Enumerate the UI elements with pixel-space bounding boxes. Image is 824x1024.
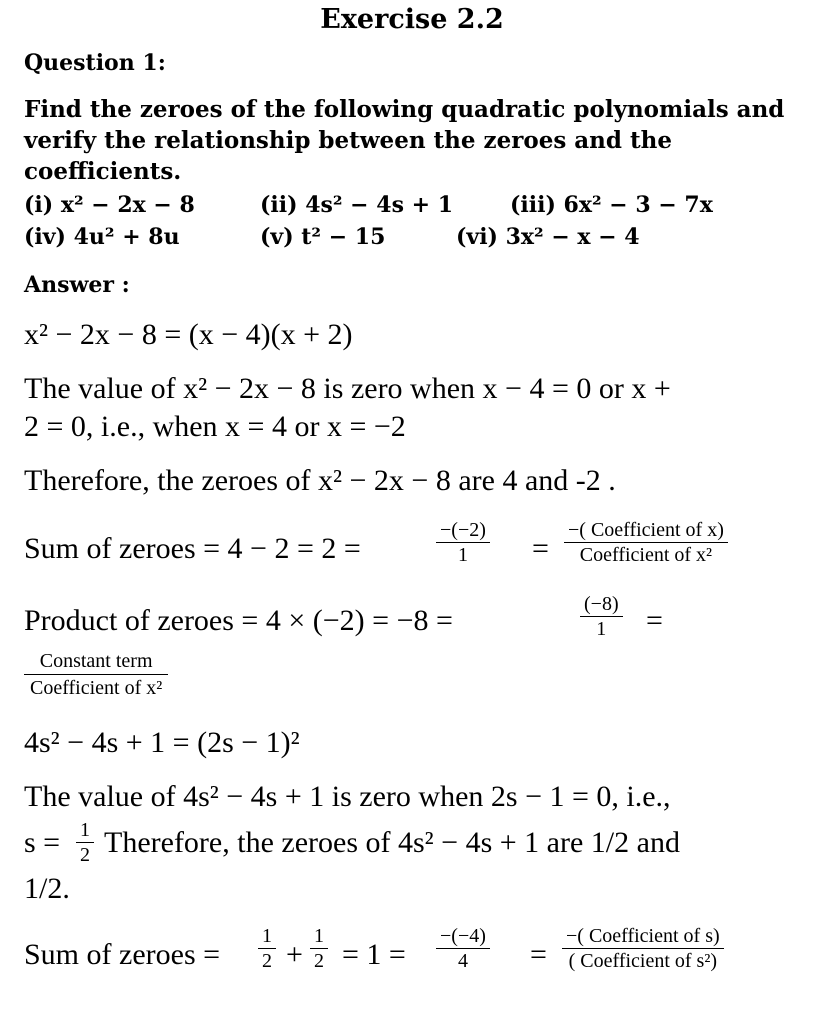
sol2-sum-fraction-1: $\frac{-(-4)}{4}$ [436, 924, 490, 973]
sol1-product-fraction-2: Constant term Coefficient of x² [24, 648, 168, 701]
sol2-value-line-1: The value of 4s² − 4s + 1 is zero when 2s − 1 = 0, i.e., [24, 780, 671, 813]
sol2-sum-fraction-2: −( Coefficient of s) ( Coefficient of s²) [562, 924, 724, 973]
sol1-factorization: x² − 2x − 8 = (x − 4)(x + 2) [24, 318, 353, 351]
document-page: Exercise 2.2 Question 1: Find the zeroes of the following quadratic polynomials and verify the relationship between the zeroes and the coefficients. (i) x² − 2x − 8 (ii) 4s² − 4s + 1 (iii) 6x² − 3 − 7x (iv) 4u² + 8u (v) t² − 15 (vi) 3x² − x − 4 Answer : x² − 2x − 8 = (x − 4)(x + 2) The value of x² − 2x − 8 is zero when x − 4 = 0 or x + 2 = 0, i.e., when x = 4 or x = −2 Therefore, the zeroes of x² − 2x − 8 are 4 and -2 . Sum of zeroes = 4 − 2 = 2 = $\frac{-(-2)}{1}$ = −( Coefficient of x) Coefficient of x² Product of zeroes = 4 × (−2) = −8 = $\frac{(-8)}{1}$ = Constant term Coefficient of x² 4s² − 4s + 1 = (2s − 1)² The value of 4s² − 4s + 1 is zero when 2s − 1 = 0, i.e., s = $\frac{1}{2}$ Therefore, the zeroes of 4s² − 4s + 1 are 1/2 and 1/2. Sum of zeroes = $\frac{1}{2}$ + $\frac{1}{2}$ = 1 = $\frac{-(-4)}{4}$ = −( Coefficient of s) ( Coefficient of s²) [0, 0, 824, 1024]
sol2-value-line-3: 1/2. [24, 872, 70, 905]
sol2-half-a: $\frac{1}{2}$ [258, 924, 276, 973]
sol1-sum-fraction-1: $\frac{-(-2)}{1}$ [436, 518, 490, 567]
sol2-half-b: $\frac{1}{2}$ [310, 924, 328, 973]
answer-heading: Answer : [24, 272, 130, 298]
sol1-product-fraction-1: $\frac{(-8)}{1}$ [580, 592, 623, 641]
part-vi: (vi) 3x² − x − 4 [456, 224, 640, 250]
sol1-sum-lhs: Sum of zeroes = 4 − 2 = 2 = [24, 532, 361, 565]
exercise-title: Exercise 2.2 [320, 4, 504, 35]
sol1-sum-fraction-2: −( Coefficient of x) Coefficient of x² [564, 518, 728, 567]
sol2-therefore: Therefore, the zeroes of 4s² − 4s + 1 are 1/2 and [104, 826, 680, 859]
question-heading: Question 1: [24, 50, 166, 76]
part-i: (i) x² − 2x − 8 [24, 192, 195, 218]
sol2-factorization: 4s² − 4s + 1 = (2s − 1)² [24, 726, 300, 759]
sol1-value-line-2: 2 = 0, i.e., when x = 4 or x = −2 [24, 410, 406, 443]
part-iii: (iii) 6x² − 3 − 7x [510, 192, 713, 218]
part-iv: (iv) 4u² + 8u [24, 224, 180, 250]
sol1-value-line-1: The value of x² − 2x − 8 is zero when x − 4 = 0 or x + [24, 372, 671, 405]
sol1-product-lhs: Product of zeroes = 4 × (−2) = −8 = [24, 604, 453, 637]
sol2-half-fraction: $\frac{1}{2}$ [76, 818, 94, 867]
sol2-sum-lhs: Sum of zeroes = [24, 938, 221, 971]
part-ii: (ii) 4s² − 4s + 1 [260, 192, 454, 218]
part-v: (v) t² − 15 [260, 224, 386, 250]
question-text: Find the zeroes of the following quadratic polynomials and verify the relationship between the zeroes and the coefficients. [24, 96, 785, 185]
sol2-s-equals: s = [24, 826, 61, 859]
sol1-therefore: Therefore, the zeroes of x² − 2x − 8 are 4 and -2 . [24, 464, 616, 497]
